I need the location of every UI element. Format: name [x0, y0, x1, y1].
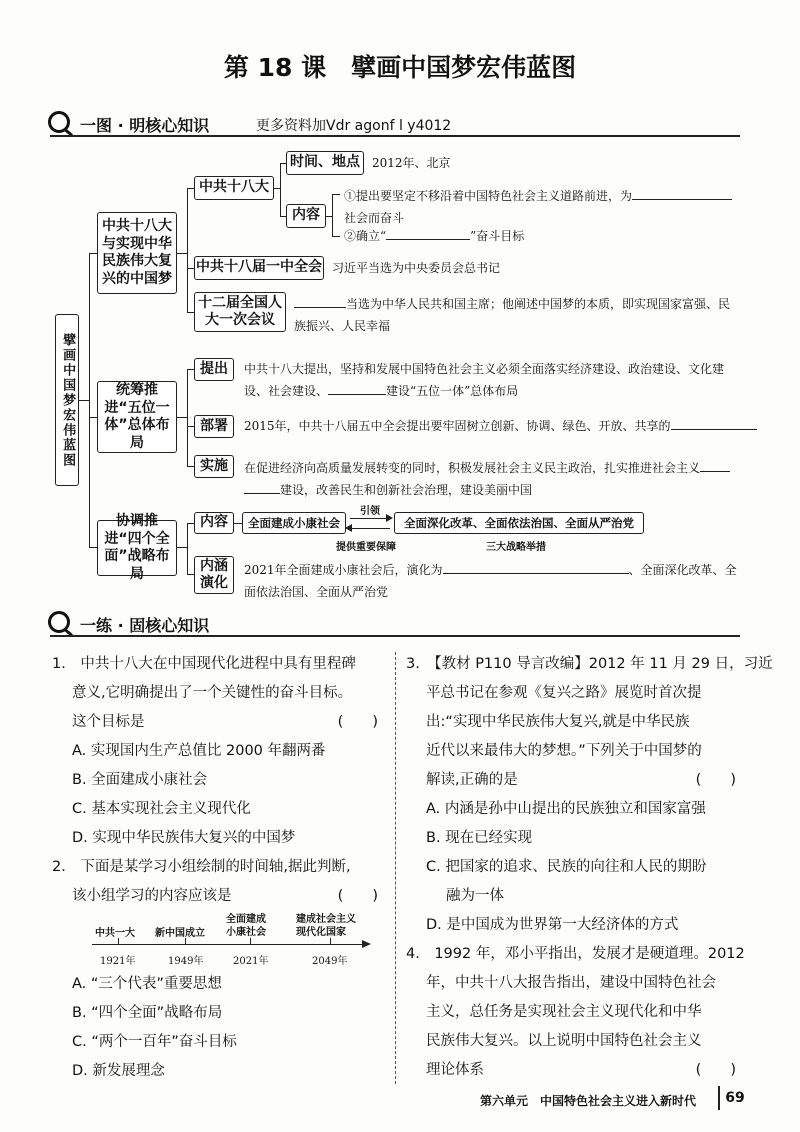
- trunk-line: [89, 253, 90, 547]
- answer-paren[interactable]: ( ): [337, 714, 378, 730]
- node-deploy: 部署: [194, 415, 234, 438]
- question-2: 2. 下面是某学习小组绘制的时间轴,据此判断, 该小组学习的内容应该是 ( ): [52, 853, 388, 911]
- timeline-year: 2021年: [233, 956, 269, 967]
- answer-paren[interactable]: ( ): [337, 888, 378, 904]
- node-time-place: 时间、地点: [286, 151, 364, 175]
- node-content: 内容: [286, 204, 326, 228]
- branch2-node: 统筹推进“五位一体”总体布局: [97, 381, 177, 453]
- section1-rule: [50, 135, 740, 137]
- time-place-value: 2012年、北京: [372, 156, 451, 170]
- timeline-event: 现代化国家: [296, 927, 346, 938]
- support-arrow: [350, 528, 390, 529]
- timeline-year: 1921年: [100, 956, 136, 967]
- node-18th-congress: 中共十八大: [194, 176, 274, 200]
- measures-label: 三大战略举措: [486, 542, 546, 553]
- option-c-continued: 融为一体: [446, 888, 504, 904]
- option-d[interactable]: D. 实现中华民族伟大复兴的中国梦: [72, 830, 296, 846]
- timeline-event: 中共一大: [95, 928, 135, 939]
- root-node: 擘画中国梦宏伟蓝图: [55, 314, 79, 486]
- timeline-event: 小康社会: [226, 927, 266, 938]
- section1-title: 一图 · 明核心知识: [80, 116, 210, 135]
- branch3-node: 协调推进“四个全面”战略布局: [97, 520, 177, 576]
- timeline-event: 新中国成立: [155, 928, 205, 939]
- section1-extra-note: 更多资料加Vdr agonf l y4012: [256, 118, 452, 134]
- answer-paren[interactable]: ( ): [695, 1062, 736, 1078]
- option-b[interactable]: B. 全面建成小康社会: [72, 772, 208, 788]
- section2-rule: [50, 635, 740, 637]
- timeline-axis: [92, 944, 364, 945]
- node-propose: 提出: [194, 358, 234, 381]
- timeline-event: 全面建成: [226, 914, 266, 925]
- answer-paren[interactable]: ( ): [695, 772, 736, 788]
- column-divider: [395, 652, 396, 1084]
- node-npc: 十二届全国人大一次会议: [194, 292, 286, 332]
- node-three-strategic: 全面深化改革、全面依法治国、全面从严治党: [394, 512, 644, 534]
- footer-unit: 第六单元 中国特色社会主义进入新时代: [480, 1094, 697, 1108]
- question-4: 4. 1992 年，邓小平指出，发展才是硬道理。2012 年，中共十八大报告指出，建设中国特色社会 主义，总任务是实现社会主义现代化和中华 民族伟大复兴。以上说明中国特色社会主义 理论体系 ( ): [406, 940, 746, 1085]
- lead-arrow: [350, 518, 390, 519]
- node-4c-content: 内容: [194, 512, 234, 534]
- option-d[interactable]: D. 新发展理念: [72, 1063, 165, 1079]
- option-c[interactable]: C. 基本实现社会主义现代化: [72, 801, 251, 817]
- propose-note: 中共十八大提出，坚持和发展中国特色社会主义必须全面落实经济建设、政治建设、文化建 设、社会建设、 建设“五位一体”总体布局: [244, 362, 725, 398]
- option-b[interactable]: B. “四个全面”战略布局: [72, 1005, 223, 1021]
- evolve-note: 2021年全面建成小康社会后，演化为 、全面深化改革、全 面依法治国、全面从严治党: [244, 559, 744, 603]
- option-a[interactable]: A. 实现国内生产总值比 2000 年翻两番: [72, 743, 326, 759]
- timeline-year: 2049年: [312, 956, 348, 967]
- question-2-options: [52, 970, 388, 1086]
- option-c[interactable]: C. 把国家的追求、民族的向往和人民的期盼: [426, 859, 707, 875]
- option-a[interactable]: A. 内涵是孙中山提出的民族独立和国家富强: [426, 801, 706, 817]
- timeline-arrow: [362, 940, 371, 948]
- content-point-1: ①提出要坚定不移沿着中国特色社会主义道路前进，为 社会而奋斗: [344, 185, 744, 229]
- section2-title: 一练 · 固核心知识: [80, 616, 210, 635]
- page-number: 69: [718, 1086, 750, 1110]
- node-plenary: 中共十八届一中全会: [194, 256, 324, 280]
- question-1: 1. 中共十八大在中国现代化进程中具有里程碑 意义,它明确提出了一个关键性的奋斗目标。 这个目标是 ( ) A. 实现国内生产总值比 2000 年翻两番 B. 全面建成小康社会 C. 基本实现社会主义现代化 D. 实现中华民族伟大复兴的中国梦: [52, 650, 388, 853]
- branch1-node: 中共十八大与实现中华民族伟大复兴的中国梦: [97, 212, 177, 294]
- option-a[interactable]: A. “三个代表”重要思想: [72, 976, 222, 992]
- option-d[interactable]: D. 是中国成为世界第一大经济体的方式: [426, 917, 679, 933]
- timeline-event: 建成社会主义: [296, 914, 356, 925]
- deploy-note: 2015年，中共十八届五中全会提出要牢固树立创新、协调、绿色、开放、共享的: [244, 415, 757, 437]
- option-c[interactable]: C. “两个一百年”奋斗目标: [72, 1034, 237, 1050]
- question-3: 3. 【教材 P110 导言改编】2012 年 11 月 29 日，习近 平总书记在参观《复兴之路》展览时首次提 出:“实现中华民族伟大复兴,就是中华民族 近代以来最伟大的梦想。”下列关于中国梦的 解读,正确的是 ( ) A. 内涵是孙中山提出的民族独立和国家富强 B. 现在已经实现 C. 把国家的追求、民族的向往和人民的期盼 融为一体 D. 是中国成为世界第一大经济体的方式: [406, 650, 746, 940]
- implement-note: 在促进经济向高质量发展转变的同时，积极发展社会主义民主政治，扎实推进社会主义 建设，改善民生和创新社会治理，建设美丽中国: [244, 457, 744, 501]
- support-label: 提供重要保障: [336, 542, 396, 553]
- content-point-2: ②确立“ ”奋斗目标: [344, 225, 524, 247]
- npc-note: 当选为中华人民共和国主席；他阐述中国梦的本质，即实现国家富强、民 族振兴、人民幸福: [294, 293, 744, 337]
- lead-label: 引领: [360, 506, 380, 517]
- node-implement: 实施: [194, 455, 234, 478]
- option-b[interactable]: B. 现在已经实现: [426, 830, 533, 846]
- lesson-title: 第 18 课 擘画中国梦宏伟蓝图: [223, 53, 577, 82]
- timeline-year: 1949年: [168, 956, 204, 967]
- node-moderately-prosperous: 全面建成小康社会: [242, 512, 346, 534]
- plenary-note: 习近平当选为中央委员会总书记: [332, 261, 501, 275]
- node-evolve: 内涵演化: [194, 556, 234, 594]
